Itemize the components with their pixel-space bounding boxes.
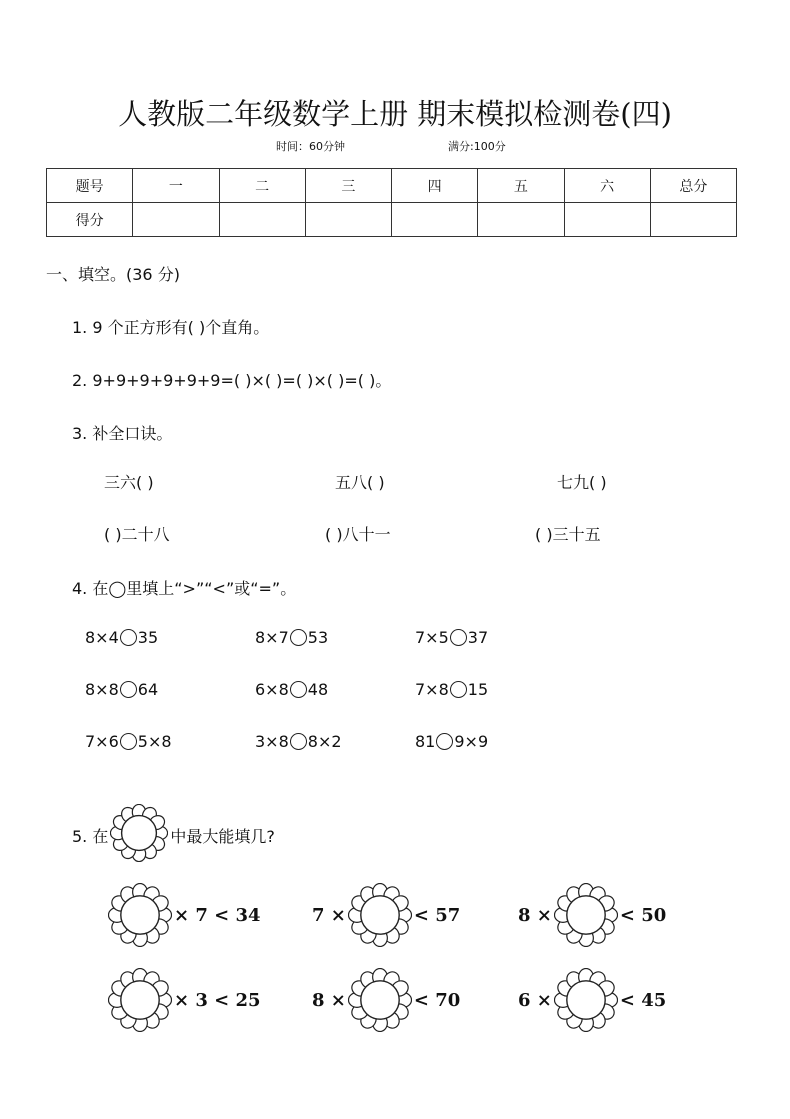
- compare-left: 8×4: [85, 628, 119, 647]
- q3-item: ( )八十一: [325, 525, 391, 544]
- question-4-label: 4. 在◯里填上“>”“<”或“=”。: [72, 579, 297, 598]
- compare-item: [255, 732, 342, 751]
- table-header-cell: 二: [219, 169, 305, 203]
- fe-before: 8 ×: [312, 989, 346, 1011]
- compare-circle[interactable]: [120, 681, 137, 698]
- score-row-label: 得分: [47, 203, 133, 237]
- table-header-cell: 六: [564, 169, 650, 203]
- flower-equation: [516, 968, 668, 1032]
- compare-left: 7×5: [415, 628, 449, 647]
- compare-left: 7×6: [85, 732, 119, 751]
- flower-equation: [310, 883, 462, 947]
- exam-full-score: 满分:100分: [448, 140, 506, 153]
- fe-after: < 50: [619, 904, 667, 926]
- compare-item: [415, 628, 488, 647]
- compare-circle[interactable]: [290, 681, 307, 698]
- compare-circle[interactable]: [290, 733, 307, 750]
- score-cell[interactable]: [478, 203, 564, 237]
- flower-input[interactable]: [554, 883, 618, 947]
- compare-circle[interactable]: [450, 629, 467, 646]
- fe-after: × 3 < 25: [174, 989, 261, 1011]
- compare-right: 9×9: [454, 732, 489, 751]
- question-1: 1. 9 个正方形有( )个直角。: [72, 318, 270, 337]
- question-2: 2. 9+9+9+9+9+9=( )×( )=( )×( )=( )。: [72, 371, 392, 390]
- score-cell[interactable]: [650, 203, 736, 237]
- score-cell[interactable]: [133, 203, 219, 237]
- fe-before: 6 ×: [518, 989, 552, 1011]
- score-table: [46, 168, 737, 237]
- compare-circle[interactable]: [120, 629, 137, 646]
- compare-left: 81: [415, 732, 436, 751]
- score-cell[interactable]: [564, 203, 650, 237]
- compare-left: 3×8: [255, 732, 289, 751]
- flower-icon: [110, 804, 168, 866]
- compare-left: 8×8: [85, 680, 119, 699]
- q5-label-prefix: 5. 在: [72, 826, 109, 846]
- q5-label-suffix: 中最大能填几?: [170, 826, 275, 846]
- compare-right: 53: [307, 628, 329, 647]
- score-table-header-row: [47, 169, 737, 203]
- compare-item: [255, 680, 328, 699]
- question-5-label: [72, 804, 275, 866]
- compare-circle[interactable]: [450, 681, 467, 698]
- q3-item: ( )三十五: [535, 525, 601, 544]
- question-3-label: 3. 补全口诀。: [72, 424, 173, 443]
- compare-right: 37: [467, 628, 489, 647]
- compare-left: 8×7: [255, 628, 289, 647]
- compare-right: 8×2: [307, 732, 342, 751]
- compare-left: 6×8: [255, 680, 289, 699]
- compare-item: [85, 732, 172, 751]
- fe-before: 7 ×: [312, 904, 346, 926]
- flower-input[interactable]: [348, 883, 412, 947]
- compare-item: [85, 628, 158, 647]
- q3-item: 五八( ): [335, 473, 385, 492]
- score-cell[interactable]: [219, 203, 305, 237]
- flower-input[interactable]: [108, 968, 172, 1032]
- compare-circle[interactable]: [290, 629, 307, 646]
- table-header-cell: 总分: [650, 169, 736, 203]
- compare-right: 15: [467, 680, 489, 699]
- flower-equation: [516, 883, 668, 947]
- compare-right: 5×8: [137, 732, 172, 751]
- fe-after: < 57: [413, 904, 461, 926]
- table-header-cell: 四: [392, 169, 478, 203]
- q3-item: 七九( ): [557, 473, 607, 492]
- flower-input[interactable]: [554, 968, 618, 1032]
- compare-item: [415, 680, 488, 699]
- table-header-cell: 五: [478, 169, 564, 203]
- q3-item: 三六( ): [104, 473, 154, 492]
- compare-right: 64: [137, 680, 159, 699]
- table-header-cell: 一: [133, 169, 219, 203]
- compare-item: [415, 732, 488, 751]
- flower-equation: [108, 883, 263, 947]
- fe-after: < 70: [413, 989, 461, 1011]
- table-header-cell: 题号: [47, 169, 133, 203]
- flower-input[interactable]: [348, 968, 412, 1032]
- compare-right: 35: [137, 628, 159, 647]
- exam-time: 时间：60分钟: [276, 140, 345, 153]
- fe-after: × 7 < 34: [174, 904, 261, 926]
- score-cell[interactable]: [392, 203, 478, 237]
- fe-after: < 45: [619, 989, 667, 1011]
- compare-circle[interactable]: [120, 733, 137, 750]
- q3-item: ( )二十八: [104, 525, 170, 544]
- table-header-cell: 三: [305, 169, 391, 203]
- flower-equation: [108, 968, 263, 1032]
- compare-left: 7×8: [415, 680, 449, 699]
- score-table-score-row: [47, 203, 737, 237]
- compare-circle[interactable]: [436, 733, 453, 750]
- compare-right: 48: [307, 680, 329, 699]
- compare-item: [85, 680, 158, 699]
- flower-equation: [310, 968, 462, 1032]
- flower-input[interactable]: [108, 883, 172, 947]
- page-title: 人教版二年级数学上册 期末模拟检测卷(四): [118, 97, 672, 131]
- section-heading: 一、填空。(36 分): [46, 265, 180, 284]
- score-cell[interactable]: [305, 203, 391, 237]
- fe-before: 8 ×: [518, 904, 552, 926]
- compare-item: [255, 628, 328, 647]
